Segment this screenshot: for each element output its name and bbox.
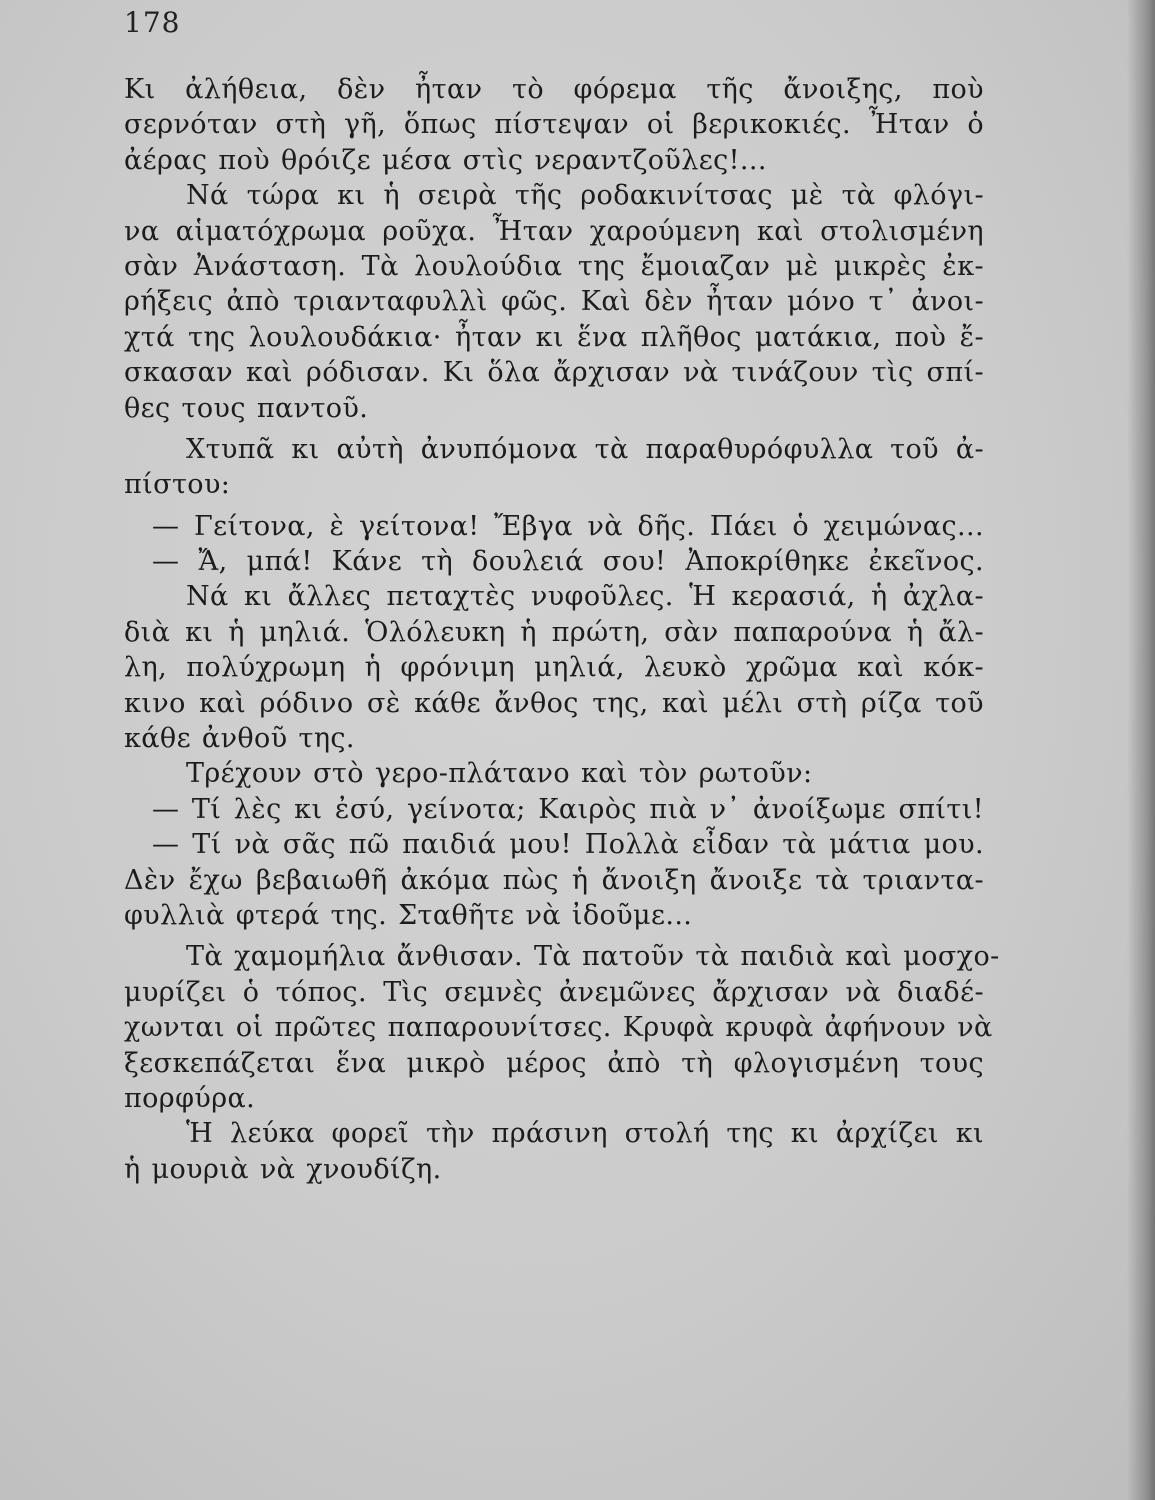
text-line: κινο καὶ ρόδινο σὲ κάθε ἄνθος της, καὶ μέλι στὴ ρίζα τοῦ: [124, 687, 984, 719]
text-line: χωνται οἱ πρῶτες παπαρουνίτσες. Κρυφὰ κρυφὰ ἀφήνουν νὰ: [124, 1012, 993, 1044]
text-line: σερνόταν στὴ γῆ, ὅπως πίστεψαν οἱ βερικοκιές. Ἦταν ὁ: [124, 109, 984, 141]
text-line: ρήξεις ἀπὸ τριανταφυλλὶ φῶς. Καὶ δὲν ἦταν μόνο τ᾽ ἀνοι-: [124, 286, 984, 318]
text-line: Νά τώρα κι ἡ σειρὰ τῆς ροδακινίτσας μὲ τὰ φλόγι-: [186, 180, 984, 212]
dialogue-line: — Τί νὰ σᾶς πῶ παιδιά μου! Πολλὰ εἶδαν τὰ μάτια μου.: [152, 829, 984, 861]
text-line: Κι ἀλήθεια, δὲν ἦταν τὸ φόρεμα τῆς ἄνοιξης, ποὺ: [124, 74, 984, 105]
text-line: σὰν Ἀνάσταση. Τὰ λουλούδια της ἔμοιαζαν μὲ μικρὲς ἐκ-: [124, 250, 984, 282]
text-line: ἡ μουριὰ νὰ χνουδίζη.: [124, 1153, 442, 1185]
page-number: 178: [124, 6, 181, 39]
text-line: θες τους παντοῦ.: [124, 392, 369, 424]
dialogue-line: — Τί λὲς κι ἐσύ, γείνοτα; Καιρὸς πιὰ ν᾽ ἀνοίξωμε σπίτι!: [152, 793, 984, 825]
page-gutter-shadow: [1127, 0, 1155, 1500]
text-line: Χτυπᾶ κι αὐτὴ ἀνυπόμονα τὰ παραθυρόφυλλα τοῦ ἀ-: [186, 433, 984, 465]
dialogue-line: — Γείτονα, ὲ γείτονα! Ἔβγα νὰ δῆς. Πάει ὁ χειμώνας...: [152, 510, 984, 542]
text-line: Νά κι ἄλλες πεταχτὲς νυφοῦλες. Ἡ κερασιά, ἡ ἀχλα-: [186, 581, 984, 613]
text-line: σκασαν καὶ ρόδισαν. Κι ὅλα ἄρχισαν νὰ τινάζουν τὶς σπί-: [124, 357, 984, 389]
text-line: μυρίζει ὁ τόπος. Τὶς σεμνὲς ἀνεμῶνες ἄρχισαν νὰ διαδέ-: [124, 976, 984, 1008]
text-line: Ἡ λεύκα φορεῖ τὴν πράσινη στολή της κι ἀρχίζει κι: [186, 1118, 984, 1150]
text-line: λη, πολύχρωμη ἡ φρόνιμη μηλιά, λευκὸ χρῶμα καὶ κόκ-: [124, 652, 984, 684]
text-line: να αἱματόχρωμα ροῦχα. Ἦταν χαρούμενη καὶ στολισμένη: [124, 215, 984, 247]
text-line: χτά της λουλουδάκια· ἦταν κι ἕνα πλῆθος ματάκια, ποὺ ἔ-: [124, 321, 984, 353]
text-line: ξεσκεπάζεται ἕνα μικρὸ μέρος ἀπὸ τὴ φλογισμένη τους: [124, 1047, 984, 1079]
text-line: κάθε ἀνθοῦ της.: [124, 723, 355, 755]
page-body-text: [124, 72, 1000, 1187]
text-line: ἀέρας ποὺ θρόιζε μέσα στὶς νεραντζοῦλες!...: [124, 144, 767, 176]
text-line: διὰ κι ἡ μηλιά. Ὁλόλευκη ἡ πρώτη, σὰν παπαρούνα ἡ ἄλ-: [124, 616, 984, 648]
dialogue-line: — Ἄ, μπά! Κάνε τὴ δουλειά σου! Ἀποκρίθηκε ἐκεῖνος.: [152, 546, 984, 578]
text-line: Τὰ χαμομήλια ἄνθισαν. Τὰ πατοῦν τὰ παιδιὰ καὶ μοσχο-: [186, 941, 1000, 973]
text-line: Τρέχουν στὸ γερο-πλάτανο καὶ τὸν ρωτοῦν:: [186, 758, 813, 790]
text-line: πορφύρα.: [124, 1082, 256, 1114]
text-line: πίστου:: [124, 469, 231, 501]
text-line: φυλλιὰ φτερά της. Σταθῆτε νὰ ἰδοῦμε...: [124, 899, 693, 931]
text-line: Δὲν ἔχω βεβαιωθῆ ἀκόμα πὼς ἡ ἄνοιξη ἄνοιξε τὰ τριαντα-: [124, 864, 984, 896]
